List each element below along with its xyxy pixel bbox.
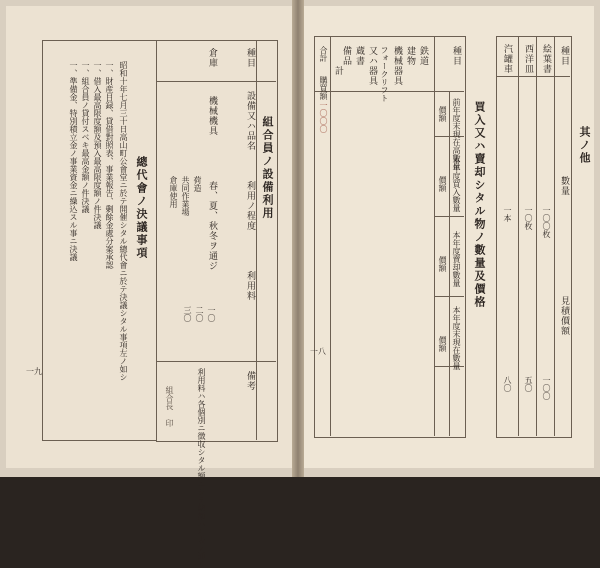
resolution-item: 一、財産目録、貸借對照表、事業報告、剰餘金處分案承認 — [105, 61, 114, 269]
purchase-table — [314, 36, 466, 438]
equipment-note: 利用料ハ各個別ニ徴収シタル額ニシテ總額ハ右表ノ通リ — [197, 368, 206, 568]
equipment-entry: 荷造 — [193, 176, 202, 192]
purchase-header: 價額 — [438, 176, 447, 192]
equipment-entry: 共同作業場 — [181, 176, 190, 216]
purchase-footer: 購買額 — [319, 76, 328, 100]
purchase-row: 又ハ器具 — [367, 46, 377, 86]
resolution-title: 總代會ノ決議事項 — [135, 156, 148, 260]
purchase-total-label: 合計 — [319, 46, 328, 62]
other-row-price: 八〇 — [503, 376, 512, 392]
equipment-row-item: 倉庫 — [207, 48, 217, 68]
other-row-price: 五〇 — [524, 376, 533, 392]
purchase-row: 建物 — [405, 46, 415, 66]
purchase-header: 本年度賣却數量 — [452, 231, 461, 287]
purchase-row: フォークリフト — [380, 46, 389, 102]
other-row-item: 汽罐車 — [502, 44, 512, 74]
purchase-row: 蔵書 — [354, 46, 364, 66]
other-row-price: 一〇〇 — [542, 376, 551, 400]
purchase-header: 本年度買入數量 — [452, 156, 461, 212]
other-row-qty: 一本 — [503, 206, 512, 222]
purchase-header: 價額 — [438, 256, 447, 272]
stamp: 組合長 印 — [165, 386, 174, 427]
equipment-header: 備考 — [245, 371, 255, 391]
resolution-intro: 昭和十年七月三十日高山町公會堂ニ於テ開催シタル總代會ニ於テ決議シタル事項左ノ如シ — [119, 61, 128, 381]
resolution-item: 一、組合員ノ貸付スベキ最高金額ノ件決議 — [81, 61, 90, 213]
other-header-qty: 數量 — [559, 176, 569, 196]
resolution-item: 一、準備金、特別積立金ノ事業資金ニ繰込スル事ニ決議 — [69, 61, 78, 261]
other-heading: 其ノ他 — [578, 126, 591, 165]
purchase-row-total: 計 — [333, 66, 343, 76]
book-gutter — [292, 0, 304, 477]
resolution-item: 一、借入最高限度額及預入最高限度額ノ件決議 — [93, 61, 102, 229]
purchase-total-value: 一〇〇〇 — [319, 101, 328, 133]
purchase-header: 本年度末現在數量 — [452, 306, 461, 370]
other-header-price: 見積價額 — [559, 296, 569, 336]
equipment-row-detail: 機械機具 — [207, 96, 217, 136]
equipment-number: 二〇 — [195, 306, 204, 322]
purchase-header: 價額 — [438, 336, 447, 352]
purchase-header: 前年度末現在高數量 — [452, 98, 461, 170]
right-page — [304, 6, 594, 468]
equipment-header: 設備又ハ品名 — [245, 91, 255, 151]
other-header-item: 種目 — [559, 46, 569, 66]
equipment-title: 組合員ノ設備利用 — [261, 116, 274, 220]
equipment-row-usage: 春、夏、秋冬ヲ通ジ — [207, 181, 217, 271]
equipment-table — [156, 40, 278, 442]
purchase-title: 買入又ハ賣却シタル物ノ數量及價格 — [473, 101, 486, 309]
equipment-header: 利用料 — [245, 271, 255, 301]
equipment-number: 一〇 — [207, 306, 216, 322]
purchase-row: 機械器具 — [392, 46, 402, 86]
other-row-item: 絵葉書 — [541, 44, 551, 74]
equipment-number: 三〇 — [183, 306, 192, 322]
purchase-header-item: 種目 — [451, 46, 461, 66]
purchase-header: 價額 — [438, 106, 447, 122]
other-row-item: 西洋皿 — [523, 44, 533, 74]
purchase-row: 備品 — [341, 46, 351, 66]
right-page-number: 一八 — [310, 347, 326, 356]
left-page-number: 一九 — [26, 367, 42, 376]
equipment-header: 利用ノ程度 — [245, 181, 255, 231]
equipment-header: 種目 — [245, 48, 255, 68]
other-row-qty: 一〇枚 — [524, 206, 533, 230]
left-page — [6, 6, 292, 568]
purchase-row: 鉄道 — [418, 46, 428, 66]
equipment-entry: 倉庫使用 — [169, 176, 178, 208]
other-row-qty: 一〇〇枚 — [542, 206, 551, 238]
